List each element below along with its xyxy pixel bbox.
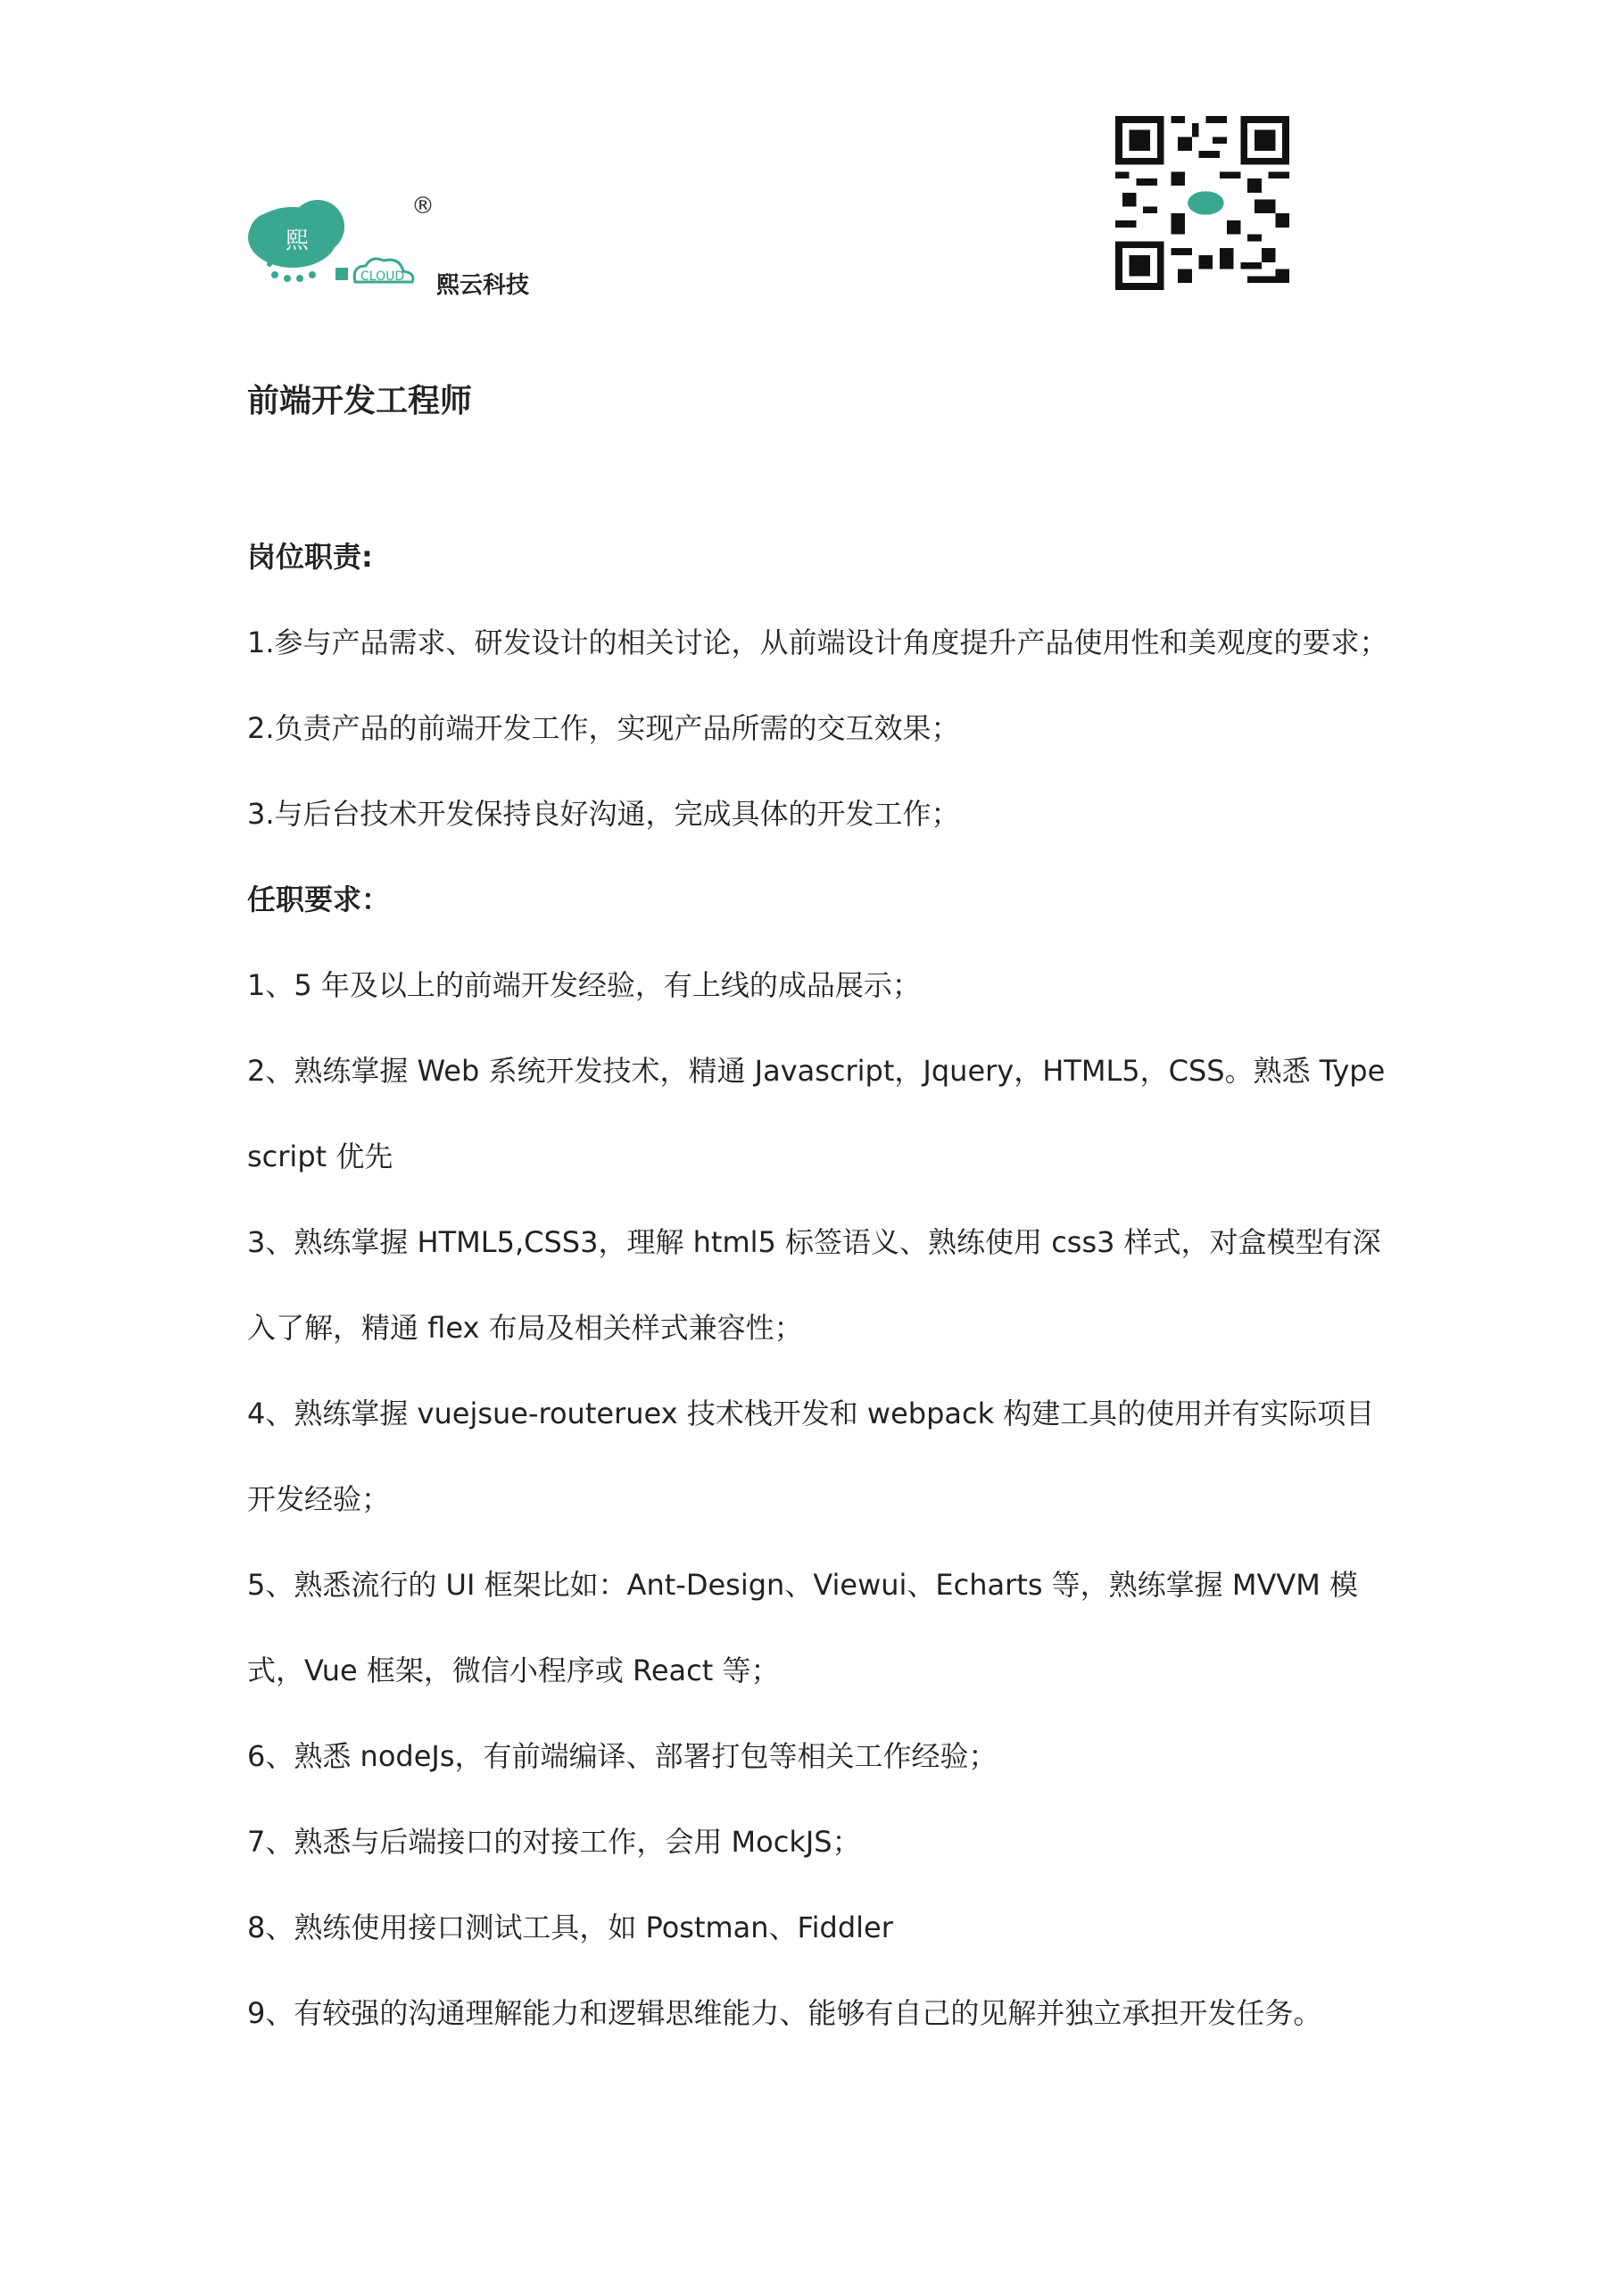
qr-code-icon (1115, 116, 1289, 290)
requirement-item: 5、熟悉流行的 UI 框架比如：Ant-Design、Viewui、Echarts 等，熟练掌握 MVVM 模式，Vue 框架，微信小程序或 React 等； (247, 1568, 1359, 1687)
registered-mark: ® (411, 193, 435, 220)
requirement-item: 9、有较强的沟通理解能力和逻辑思维能力、能够有自己的见解并独立承担开发任务。 (247, 1996, 1322, 2030)
company-logo (246, 193, 550, 300)
cloud-logo-icon (246, 193, 425, 291)
requirement-item: 2、熟练掌握 Web 系统开发技术，精通 Javascript，Jquery，HTML5，CSS。熟悉 Typescript 优先 (247, 1054, 1386, 1173)
job-description (247, 375, 1398, 2056)
requirements-heading: 任职要求： (247, 883, 391, 916)
requirement-item: 6、熟悉 nodeJs，有前端编译、部署打包等相关工作经验； (247, 1739, 998, 1773)
requirement-item: 7、熟悉与后端接口的对接工作，会用 MockJS； (247, 1825, 861, 1859)
duty-item: 2.负责产品的前端开发工作，实现产品所需的交互效果； (247, 711, 960, 745)
svg-text:熙: 熙 (286, 228, 310, 254)
page-title: 前端开发工程师 (247, 383, 473, 419)
requirement-item: 4、熟练掌握 vuejsue-routeruex 技术栈开发和 webpack 构建工具的使用并有实际项目开发经验； (247, 1397, 1375, 1516)
svg-text:CLOUD: CLOUD (360, 269, 405, 284)
requirement-item: 8、熟练使用接口测试工具，如 Postman、Fiddler (247, 1911, 893, 1944)
duty-item: 1.参与产品需求、研发设计的相关讨论，从前端设计角度提升产品使用性和美观度的要求； (247, 626, 1388, 659)
duties-heading: 岗位职责: (247, 540, 373, 574)
requirement-item: 1、5 年及以上的前端开发经验，有上线的成品展示； (247, 968, 921, 1002)
requirement-item: 3、熟练掌握 HTML5,CSS3，理解 html5 标签语义、熟练使用 css3 样式，对盒模型有深入了解，精通 flex 布局及相关样式兼容性； (247, 1225, 1381, 1345)
brand-name: 熙云科技 (436, 272, 530, 299)
duty-item: 3.与后台技术开发保持良好沟通，完成具体的开发工作； (247, 797, 960, 831)
